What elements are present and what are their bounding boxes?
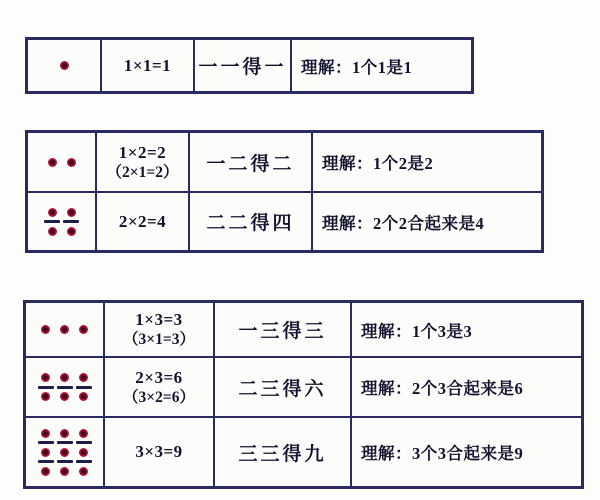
equation-text: 1×1=1	[123, 55, 172, 75]
dot-unit	[74, 466, 93, 476]
separator-unit	[55, 385, 74, 390]
equation-text: 2×3=6	[135, 367, 183, 387]
dot-unit	[55, 428, 74, 438]
dots-cell	[28, 191, 95, 250]
understanding-cell	[311, 191, 541, 250]
dot-icon	[41, 392, 50, 401]
separator-unit	[36, 459, 55, 464]
dots-cell	[26, 303, 103, 356]
dot-row	[36, 466, 93, 476]
dot-icon	[67, 227, 76, 236]
separator-unit	[55, 440, 74, 445]
dot-group-diagram	[55, 61, 74, 71]
rhyme-cell	[213, 416, 350, 486]
dot-unit	[55, 325, 74, 335]
table-twos	[25, 130, 544, 253]
dot-unit	[36, 373, 55, 383]
equation-stack	[123, 367, 195, 408]
equation-cell	[95, 133, 188, 191]
rhyme-cell	[193, 40, 290, 91]
rhyme-cell	[213, 356, 350, 416]
dot-icon	[79, 467, 88, 476]
understanding-text: 理解：3个3合起来是9	[361, 444, 524, 463]
dot-unit	[55, 373, 74, 383]
dot-unit	[36, 392, 55, 402]
rhyme-text: 一三得三	[238, 321, 327, 342]
dot-icon	[67, 158, 76, 167]
dot-icon	[41, 448, 50, 457]
group-separator-line-icon	[44, 220, 60, 223]
dot-unit	[43, 157, 62, 167]
understanding-cell	[350, 356, 581, 416]
rhyme-cell	[188, 191, 311, 250]
dot-unit	[55, 392, 74, 402]
dot-unit	[74, 428, 93, 438]
group-separator-line-icon	[38, 460, 54, 463]
dot-icon	[60, 392, 69, 401]
rhyme-cell	[188, 133, 311, 191]
dot-row	[55, 61, 74, 71]
dot-icon	[48, 208, 57, 217]
group-separator-line-icon	[57, 460, 73, 463]
group-separator-line-icon	[76, 386, 92, 389]
dot-icon	[60, 448, 69, 457]
dots-cell	[26, 416, 103, 486]
group-separator-line-icon	[57, 441, 73, 444]
understanding-text: 理解：2个3合起来是6	[361, 379, 524, 398]
dot-unit	[36, 447, 55, 457]
separator-unit	[36, 440, 55, 445]
dot-unit	[55, 61, 74, 71]
group-separator-line-icon	[63, 220, 79, 223]
dot-icon	[60, 429, 69, 438]
understanding-cell	[350, 303, 581, 356]
dot-unit	[62, 226, 81, 236]
dot-icon	[60, 61, 69, 70]
dot-unit	[62, 157, 81, 167]
group-separator-line-icon	[76, 441, 92, 444]
alt-equation-text: （2×1=2）	[106, 163, 179, 181]
separator-unit	[74, 459, 93, 464]
rhyme-text: 二二得四	[206, 213, 295, 234]
dot-group-diagram	[43, 157, 81, 167]
understanding-cell	[350, 416, 581, 486]
dot-group-diagram	[43, 207, 81, 236]
dot-group-diagram	[36, 373, 93, 402]
separator-unit	[36, 385, 55, 390]
separator-unit	[74, 440, 93, 445]
understanding-text: 理解：1个3是3	[361, 321, 473, 341]
dot-unit	[74, 392, 93, 402]
dot-row	[36, 392, 93, 402]
rhyme-cell	[213, 303, 350, 356]
dot-unit	[43, 226, 62, 236]
group-separator-line-icon	[38, 441, 54, 444]
equation-stack	[135, 441, 182, 462]
dot-row	[36, 325, 93, 335]
separator-unit	[43, 219, 62, 224]
dot-icon	[48, 158, 57, 167]
alt-equation-text: （3×1=3）	[123, 331, 195, 349]
separator-unit	[55, 459, 74, 464]
dot-row	[43, 157, 81, 167]
group-separator-line-icon	[76, 460, 92, 463]
equation-stack	[119, 211, 166, 232]
dots-cell	[26, 356, 103, 416]
dot-row	[36, 428, 93, 438]
rhyme-text: 一一得一	[198, 57, 287, 78]
group-separator-line-icon	[57, 386, 73, 389]
table-threes	[23, 300, 584, 489]
dot-icon	[79, 373, 88, 382]
dot-icon	[48, 227, 57, 236]
dot-icon	[60, 325, 69, 334]
dot-row	[43, 207, 81, 217]
dot-unit	[43, 207, 62, 217]
dot-unit	[74, 325, 93, 335]
equation-text: 1×2=2	[118, 142, 167, 162]
dot-icon	[79, 429, 88, 438]
dot-unit	[74, 447, 93, 457]
separator-row	[43, 219, 81, 224]
dot-icon	[67, 208, 76, 217]
equation-stack	[123, 309, 195, 350]
dots-cell	[28, 40, 100, 91]
dot-group-diagram	[36, 325, 93, 335]
dot-unit	[55, 447, 74, 457]
dot-icon	[79, 448, 88, 457]
understanding-text: 理解：2个2合起来是4	[322, 213, 485, 233]
equation-cell	[95, 191, 188, 250]
rhyme-text: 三三得九	[238, 443, 327, 465]
table-ones	[25, 37, 474, 94]
separator-unit	[62, 219, 81, 224]
dot-unit	[74, 373, 93, 383]
dot-unit	[62, 207, 81, 217]
dot-icon	[41, 467, 50, 476]
equation-text: 1×3=3	[135, 310, 183, 330]
dot-icon	[79, 392, 88, 401]
group-separator-line-icon	[38, 386, 54, 389]
equation-text: 2×2=4	[118, 211, 167, 231]
dot-row	[43, 226, 81, 236]
equation-text: 3×3=9	[135, 442, 183, 462]
dot-icon	[41, 373, 50, 382]
separator-row	[36, 385, 93, 390]
dot-unit	[36, 466, 55, 476]
dot-row	[36, 447, 93, 457]
dots-cell	[28, 133, 95, 191]
understanding-text: 理解：1个2是2	[322, 154, 434, 173]
dot-unit	[36, 428, 55, 438]
equation-cell	[100, 40, 193, 91]
separator-row	[36, 459, 93, 464]
equation-cell	[103, 356, 213, 416]
understanding-text: 理解：1个1是1	[301, 57, 413, 77]
dot-icon	[41, 325, 50, 334]
separator-unit	[74, 385, 93, 390]
understanding-cell	[290, 40, 471, 91]
dot-unit	[36, 325, 55, 335]
dot-group-diagram	[36, 428, 93, 476]
dot-unit	[55, 466, 74, 476]
equation-cell	[103, 416, 213, 486]
alt-equation-text: （3×2=6）	[123, 388, 195, 406]
dot-icon	[60, 373, 69, 382]
dot-row	[36, 373, 93, 383]
separator-row	[36, 440, 93, 445]
rhyme-text: 二三得六	[238, 378, 327, 400]
dot-icon	[79, 325, 88, 334]
rhyme-text: 一二得二	[206, 153, 295, 175]
understanding-cell	[311, 133, 541, 191]
equation-cell	[103, 303, 213, 356]
equation-stack	[107, 142, 179, 183]
equation-stack	[124, 55, 171, 76]
dot-icon	[41, 429, 50, 438]
dot-icon	[60, 467, 69, 476]
